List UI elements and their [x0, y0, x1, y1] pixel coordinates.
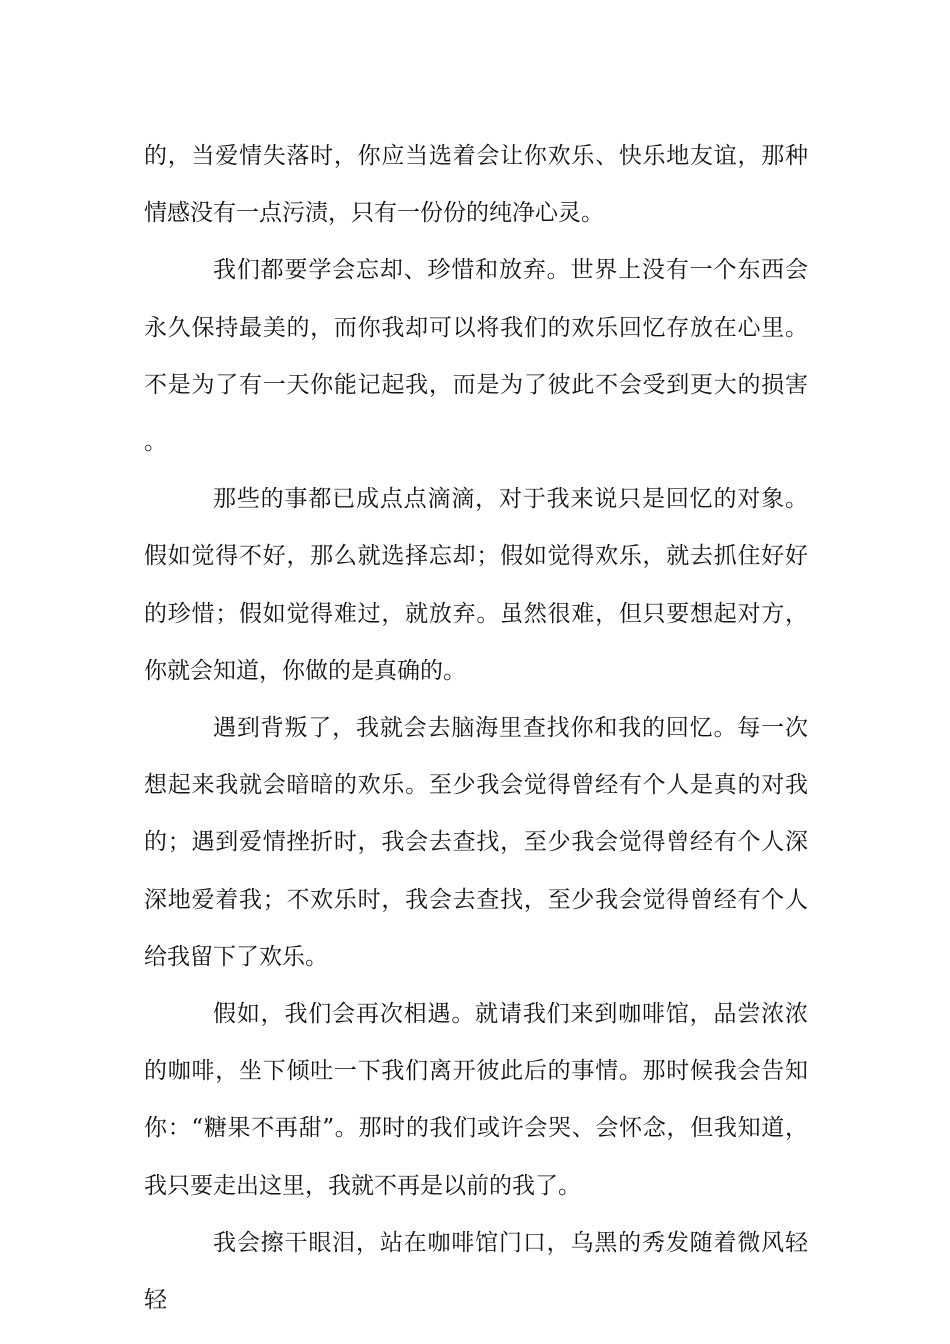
paragraph-5: 假如，我们会再次相遇。就请我们来到咖啡馆，品尝浓浓的咖啡，坐下倾吐一下我们离开彼此后的事情。那时候我会告知你：“糖果不再甜”。那时的我们或许会哭、会怀念，但我知道，我只要走出这里，我就不再是以前的我了。: [144, 1001, 808, 1199]
paragraph-6: 我会擦干眼泪，站在咖啡馆门口，乌黑的秀发随着微风轻轻: [144, 1229, 808, 1314]
document-body: [144, 128, 808, 1329]
paragraph-2: 我们都要学会忘却、珍惜和放弃。世界上没有一个东西会永久保持最美的，而你我却可以将我们的欢乐回忆存放在心里。不是为了有一天你能记起我，而是为了彼此不会受到更大的损害。: [144, 257, 808, 456]
paragraph-1: 的，当爱情失落时，你应当选着会让你欢乐、快乐地友谊，那种情感没有一点污渍，只有一份份的纯净心灵。: [144, 143, 808, 227]
paragraph-4: 遇到背叛了，我就会去脑海里查找你和我的回忆。每一次想起来我就会暗暗的欢乐。至少我会觉得曾经有个人是真的对我的；遇到爱情挫折时，我会去查找，至少我会觉得曾经有个人深深地爱着我；不欢乐时，我会去查找，至少我会觉得曾经有个人给我留下了欢乐。: [144, 715, 808, 970]
paragraph-3: 那些的事都已成点点滴滴，对于我来说只是回忆的对象。假如觉得不好，那么就选择忘却；假如觉得欢乐，就去抓住好好的珍惜；假如觉得难过，就放弃。虽然很难，但只要想起对方，你就会知道，你做的是真确的。: [144, 486, 808, 684]
